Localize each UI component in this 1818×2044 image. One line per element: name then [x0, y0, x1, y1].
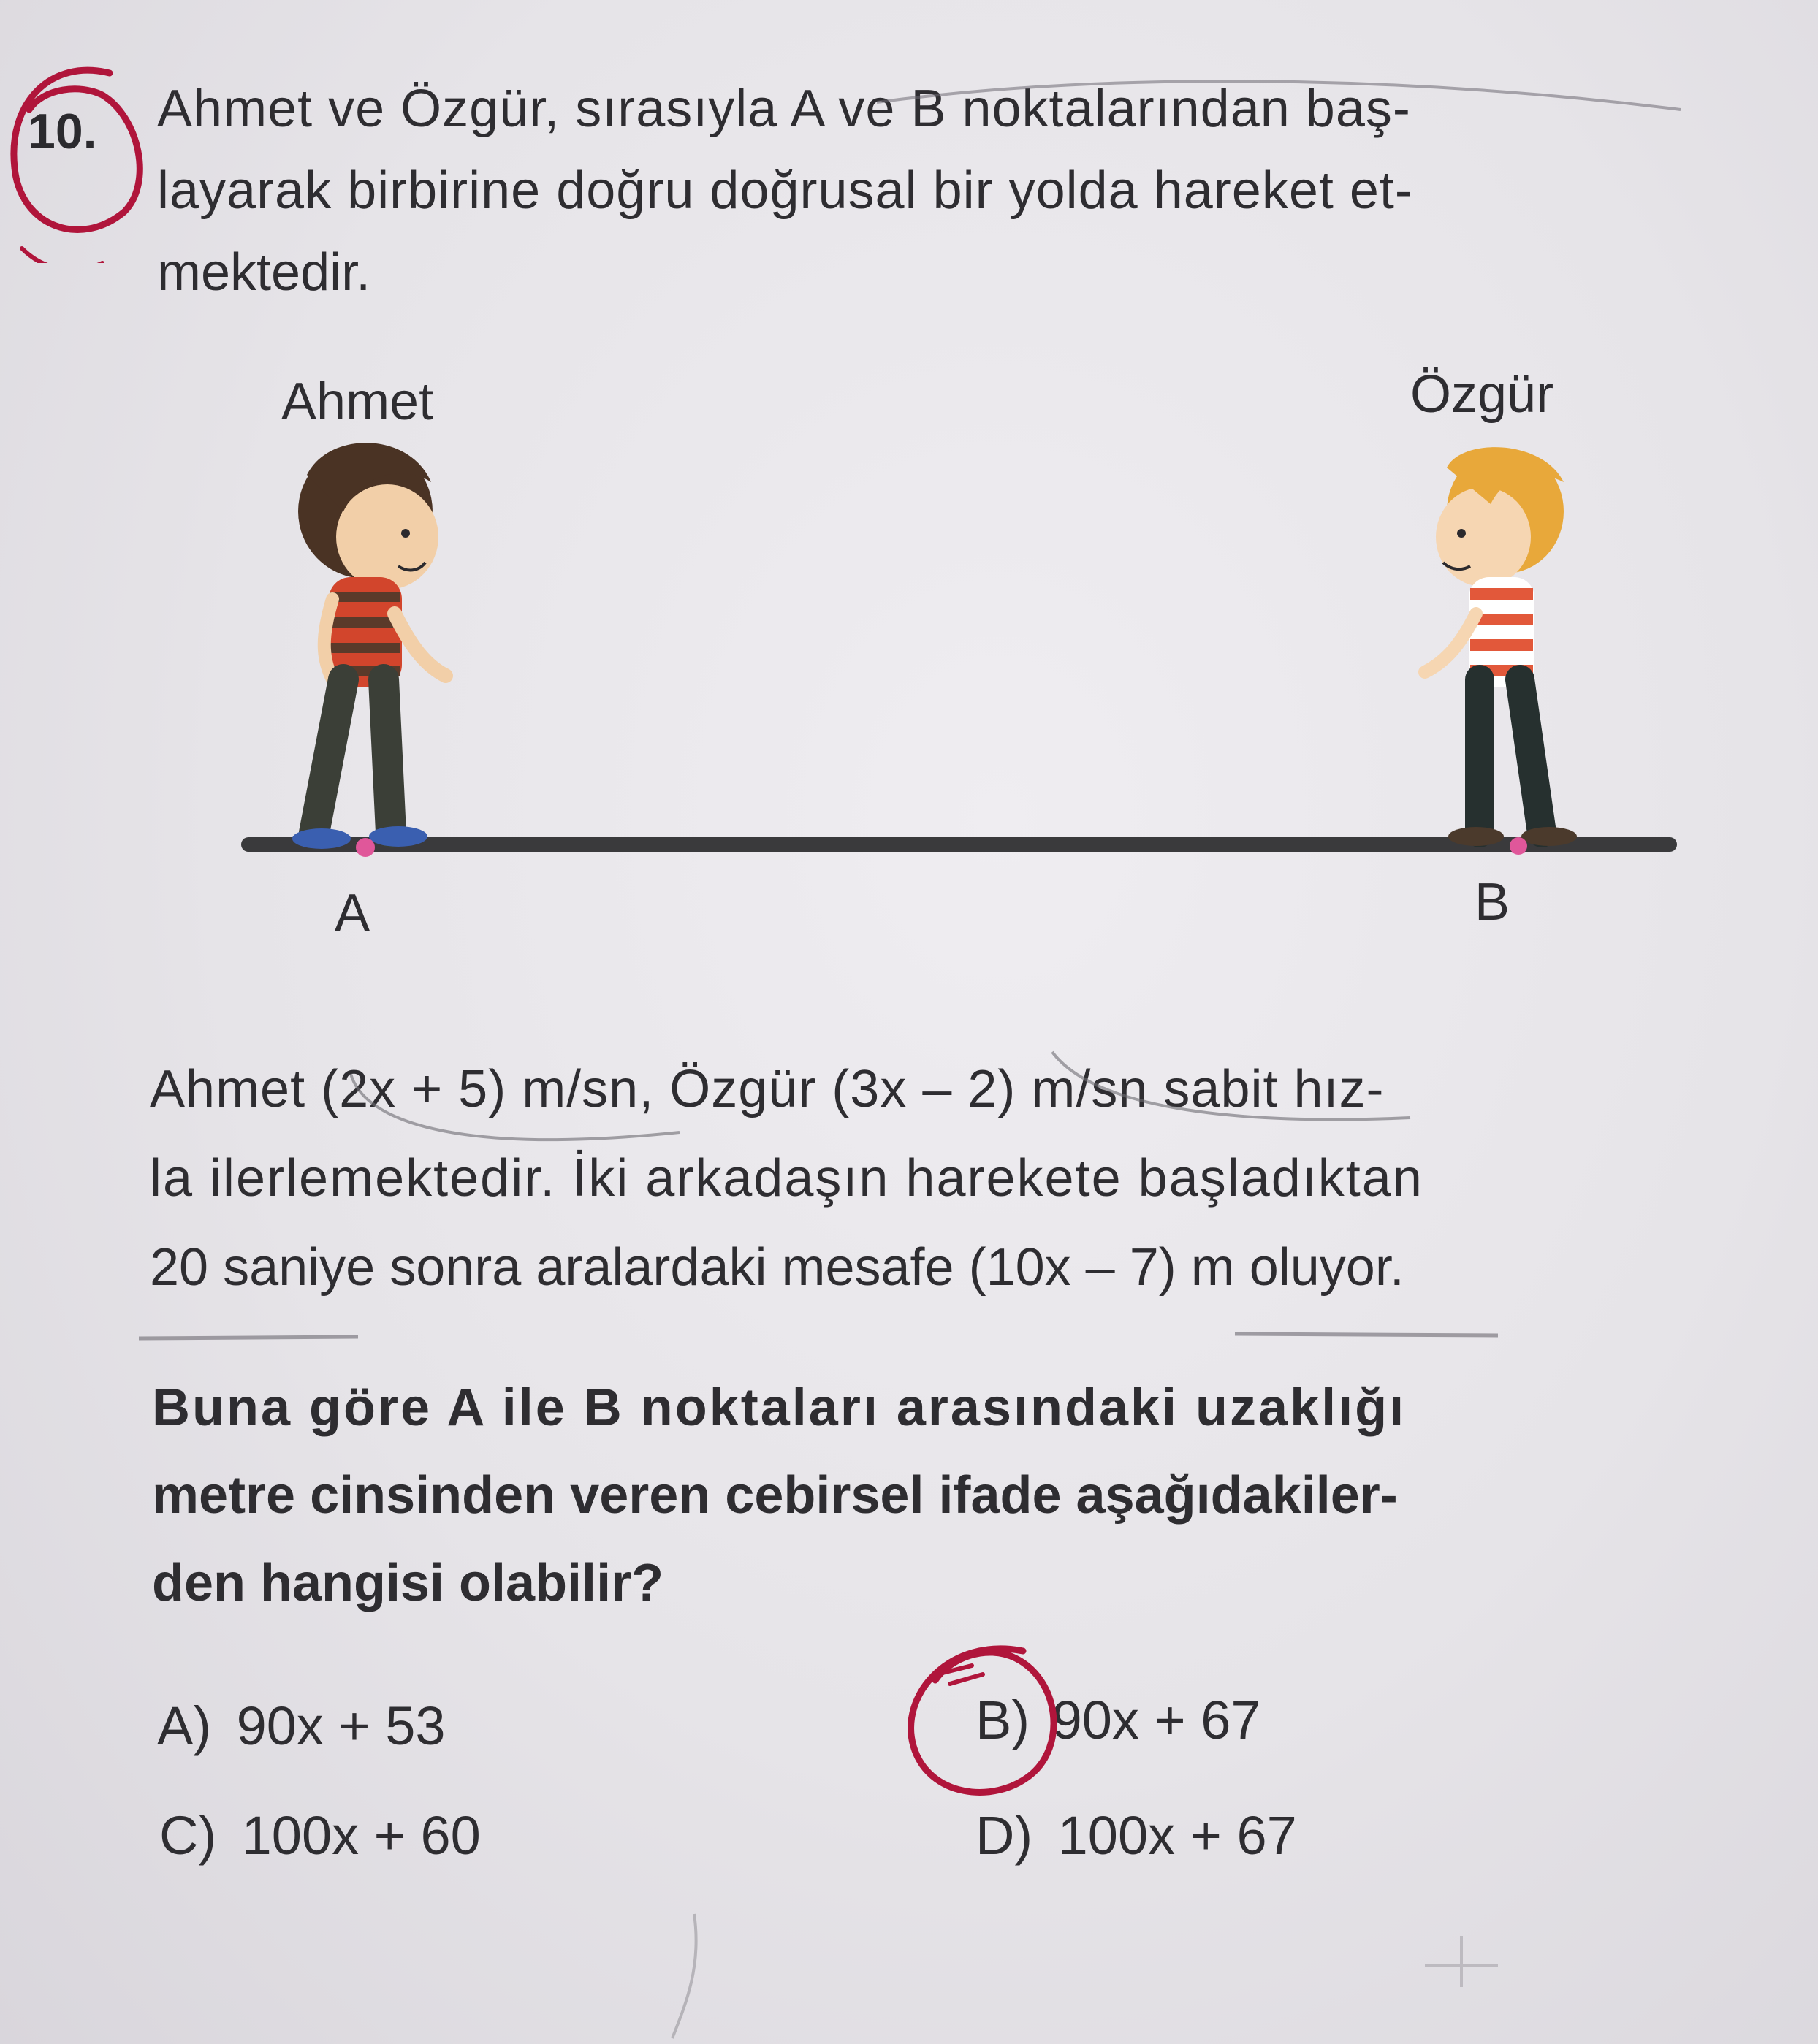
prompt-line-1: Buna göre A ile B noktaları arasındaki uzaklığı — [152, 1378, 1407, 1437]
ozgur-figure — [1425, 447, 1577, 846]
option-b[interactable] — [975, 1688, 1261, 1753]
point-b-label: B — [1475, 873, 1510, 931]
option-b-text: 90x + 67 — [1051, 1690, 1261, 1750]
option-b-letter: B) — [975, 1690, 1030, 1750]
point-b-marker — [1510, 837, 1527, 855]
option-c-letter: C) — [159, 1805, 217, 1866]
option-c[interactable] — [159, 1803, 481, 1869]
prompt-line-3: den hangisi olabilir? — [152, 1554, 664, 1612]
intro-line-3: mektedir. — [157, 243, 371, 302]
point-a-marker — [356, 838, 375, 857]
option-d-text: 100x + 67 — [1057, 1805, 1297, 1866]
option-d-letter: D) — [975, 1805, 1033, 1866]
option-a-text: 90x + 53 — [236, 1696, 446, 1756]
point-a-label: A — [335, 884, 370, 942]
prompt-line-2: metre cinsinden veren cebirsel ifade aşağıdakiler- — [152, 1466, 1398, 1525]
ozgur-label: Özgür — [1410, 365, 1554, 424]
ahmet-figure — [292, 443, 446, 849]
ahmet-label: Ahmet — [281, 373, 434, 431]
option-a-letter: A) — [157, 1696, 211, 1756]
body-line-3: 20 saniye sonra aralardaki mesafe (10x – 7) m oluyor. — [150, 1238, 1404, 1297]
intro-line-2: layarak birbirine doğru doğrusal bir yolda hareket et- — [157, 161, 1413, 220]
body-line-2: la ilerlemektedir. İki arkadaşın harekete başladıktan — [150, 1149, 1423, 1208]
option-c-text: 100x + 60 — [241, 1805, 481, 1866]
body-line-1: Ahmet (2x + 5) m/sn, Özgür (3x – 2) m/sn sabit hız- — [150, 1060, 1385, 1118]
intro-line-1: Ahmet ve Özgür, sırasıyla A ve B noktalarından baş- — [157, 80, 1411, 138]
option-a[interactable] — [157, 1693, 446, 1759]
question-number: 10. — [28, 104, 97, 159]
option-d[interactable] — [975, 1803, 1297, 1869]
